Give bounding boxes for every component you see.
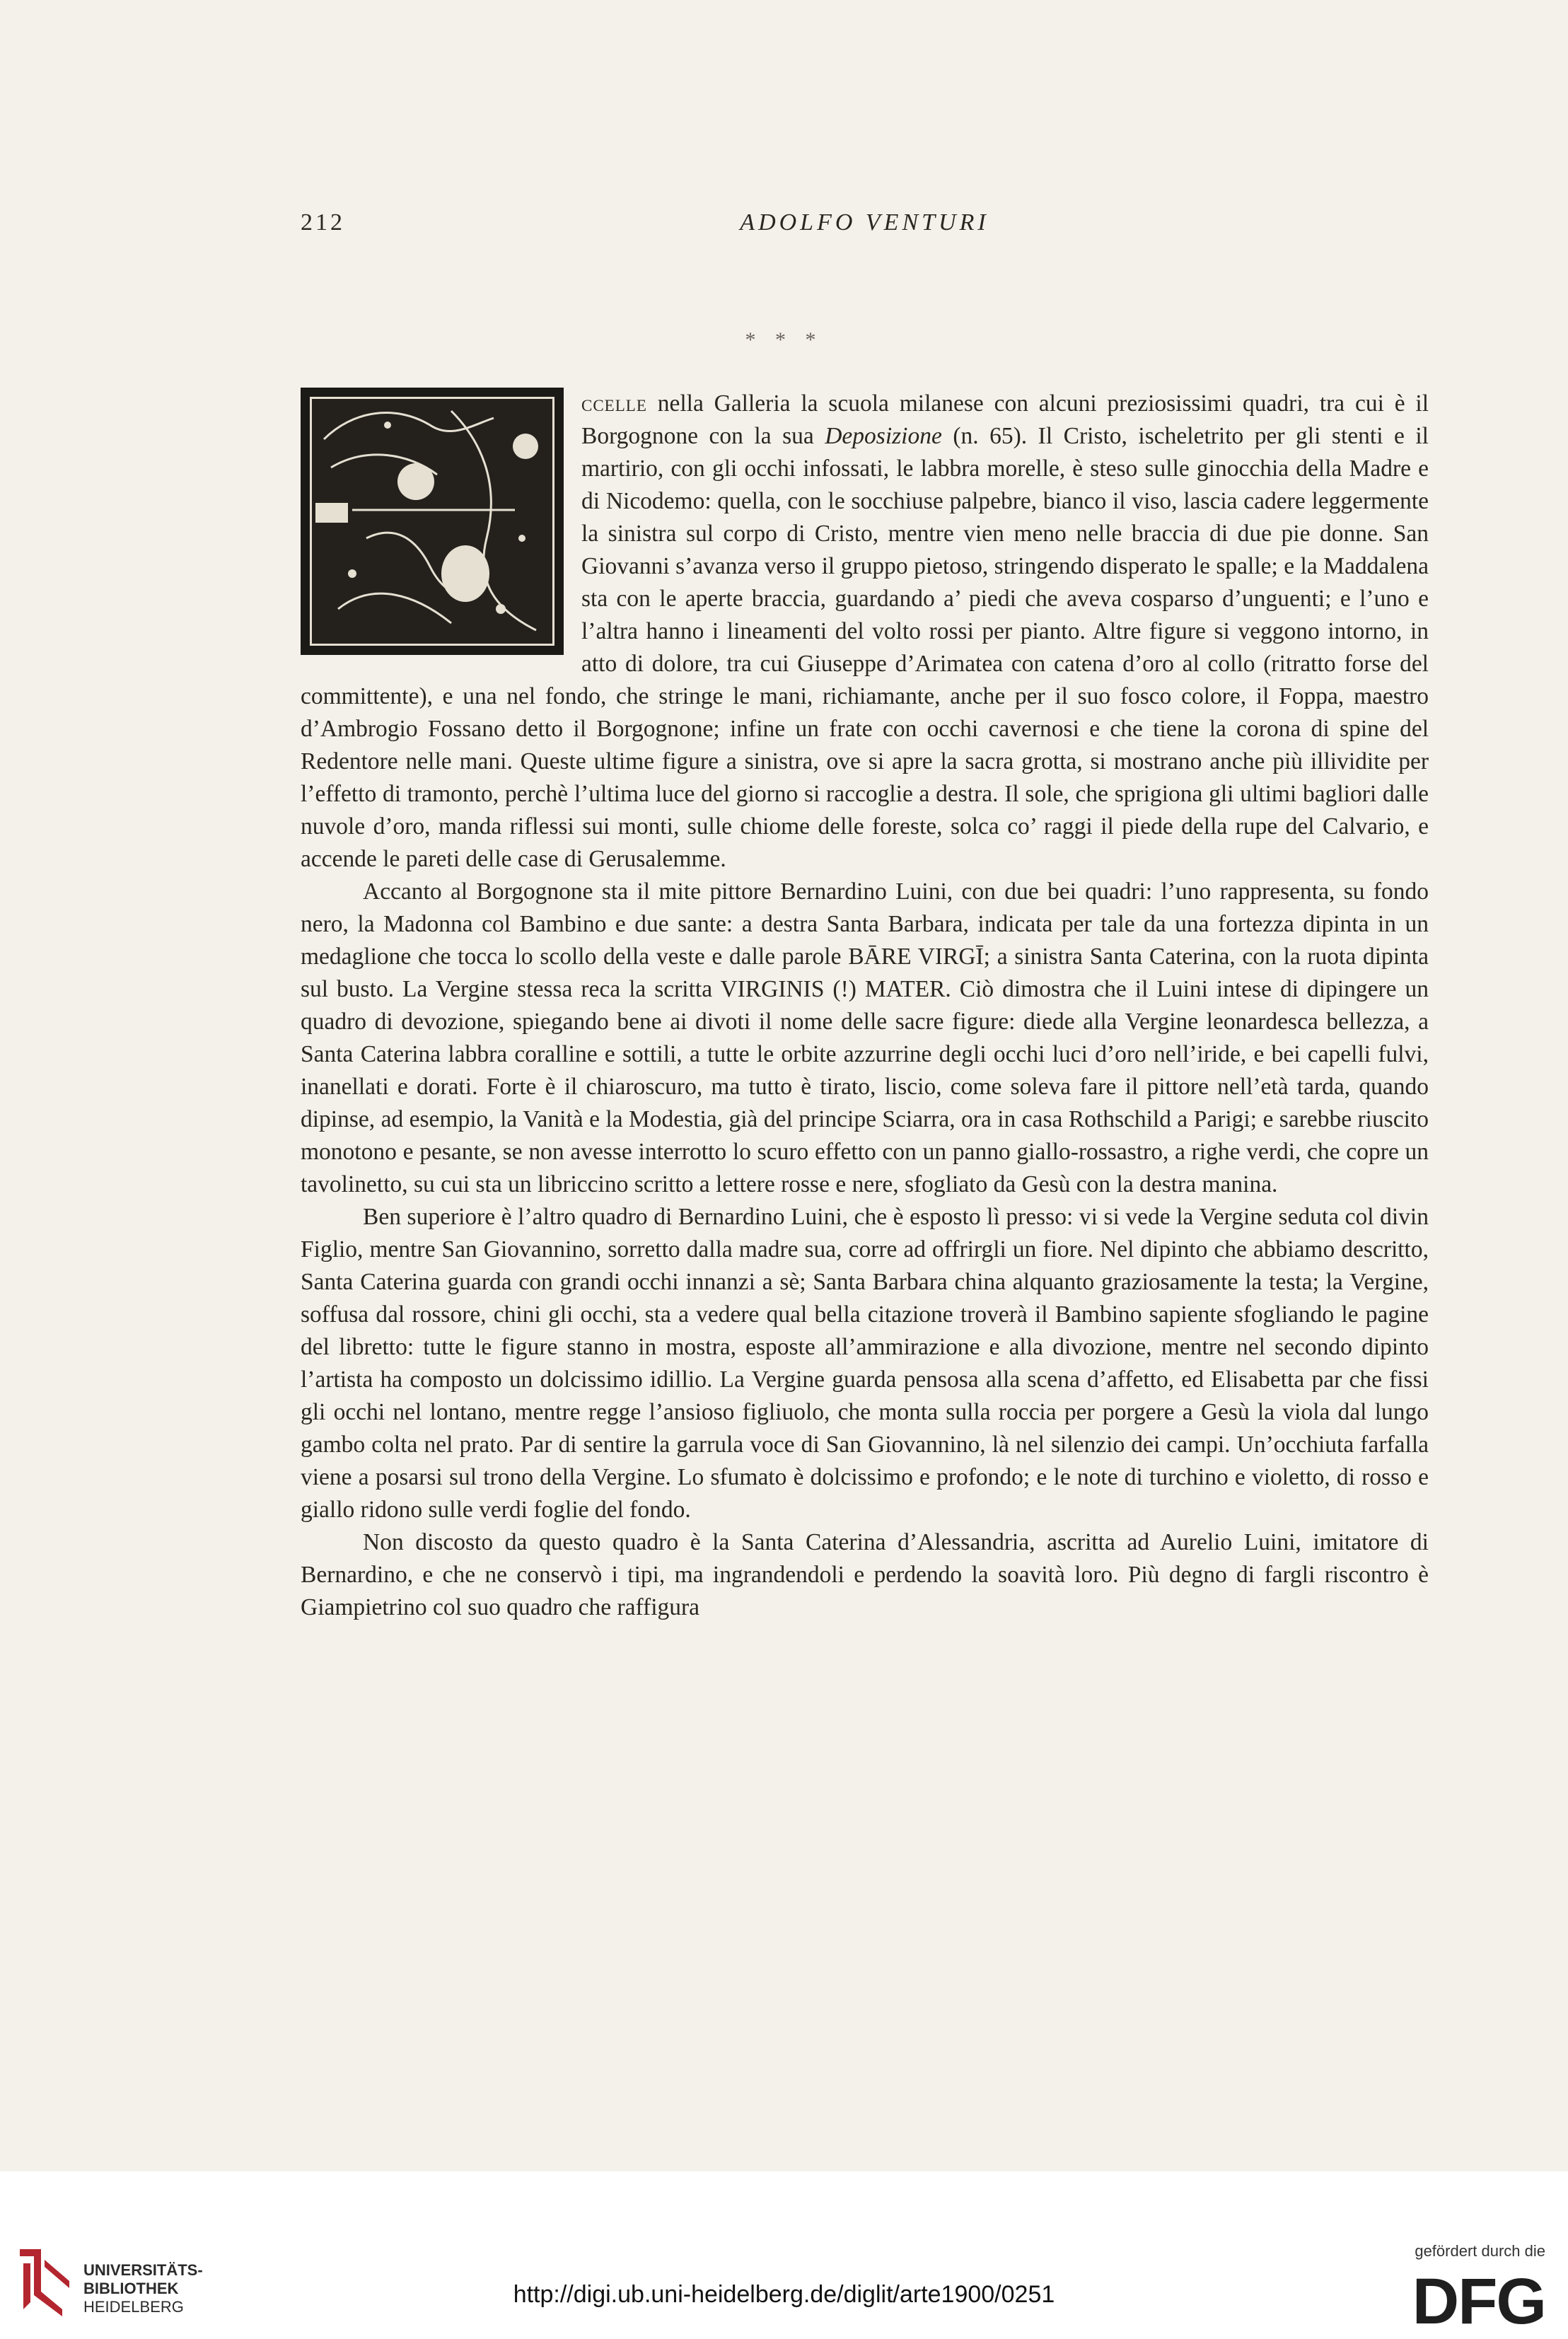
dropcap-continuation: ccelle bbox=[581, 390, 647, 417]
funding-label: gefördert durch die bbox=[1415, 2242, 1545, 2260]
viewer-footer bbox=[0, 2171, 1568, 2339]
library-name: UNIVERSITÄTS- BIBLIOTHEK HEIDELBERG bbox=[83, 2261, 203, 2316]
work-title: Deposizione bbox=[825, 423, 942, 449]
dfg-logo: DFG bbox=[1412, 2265, 1545, 2338]
paragraph-2: Accanto al Borgognone sta il mite pittore Bernardino Luini, con due bei quadri: l’uno rappresenta, su fondo nero, la Madonna col Bambino e due sante: a destra Santa Barbara, indicata per tale da una fortezza dipinta in un medaglione che tocca lo scollo della veste e dalle parole BĀRE VIRGĪ; a sinistra Santa Caterina, con la ruota dipinta sul busto. La Vergine stessa reca la scritta VIRGINIS (!) MATER. Ciò dimostra che il Luini intese di dipingere un quadro di devozione, spiegando bene ai divoti il nome delle sacre figure: diede alla Vergine leonardesca bellezza, a Santa Caterina labbra coralline e sottili, a tutte le orbite azzurrine degli occhi luci d’oro nell’iride, e bei capelli fulvi, inanellati e dorati. Forte è il chiaroscuro, ma tutto è tirato, liscio, come soleva fare il pittore nell’età tarda, quando dipinse, ad esempio, la Vanità e la Modestia, già del principe Sciarra, ora in casa Rothschild a Parigi; e sarebbe riuscito monotono e pesante, se non avesse interrotto lo scuro effetto con un panno giallo-rossastro, a righe verdi, che copre un tavolinetto, su cui sta un libriccino scritto a lettere rosse e nere, sfogliato da Gesù con la destra manina. bbox=[301, 878, 1429, 1197]
page-number: 212 bbox=[301, 209, 345, 236]
page-header: ADOLFO VENTURI bbox=[740, 209, 989, 236]
paragraph-3: Ben superiore è l’altro quadro di Bernardino Luini, che è esposto lì presso: vi si vede la Vergine seduta col divin Figlio, mentre San Giovannino, sorretto dalla madre sua, corre ad offrirgli un fiore. Nel dipinto che abbiamo descritto, Santa Caterina guarda con grandi occhi innanzi a sè; Santa Barbara china alquanto graziosamente la testa; la Vergine, soffusa dal rossore, chini gli occhi, sta a vedere qual bella citazione troverà il Bambino sapiente sfogliando le pagine del libretto: tutte le figure stanno in mostra, esposte all’ammirazione e alla divozione, mentre nel secondo dipinto l’artista ha composto un dolcissimo idillio. La Vergine guarda pensosa alla scena d’affetto, ed Elisabetta par che fissi gli occhi nel lontano, mentre regge l’ansioso figliuolo, che monta sulla roccia per porgere a Gesù la viola dal lungo gambo colta nel prato. Par di sentire la garrula voce di San Giovannino, là nel silenzio dei campi. Un’occhiuta farfalla viene a posarsi sul trono della Vergine. Lo sfumato è dolcissimo e profondo; e le note di turchino e violetto, di rosso e giallo ridono sulle verdi foglie del fondo. bbox=[301, 1204, 1429, 1523]
body-text bbox=[301, 388, 1429, 1624]
running-head bbox=[301, 209, 1429, 245]
permalink-url[interactable]: http://digi.ub.uni-heidelberg.de/diglit/arte1900/0251 bbox=[513, 2281, 1055, 2308]
paragraph-1: ccelle nella Galleria la scuola milanese con alcuni preziosissimi quadri, tra cui è il Borgognone con la sua Deposizione (n. 65). Il Cristo, ischeletrito per gli stenti e il martirio, con gli occhi infossati, le labbra morelle, è steso sulle ginocchia della Madre e di Nicodemo: quella, con le socchiuse palpebre, bianco il viso, lascia cadere leggermente la sinistra sul corpo di Cristo, mentre vien meno nelle braccia di due pie donne. San Giovanni s’avanza verso il gruppo pietoso, stringendo disperato le spalle; e la Maddalena sta con le aperte braccia, guardando a’ piedi che aveva cosparso d’unguenti; e l’uno e l’altra hanno i lineamenti del volto rossi per pianto. Altre figure si veggono intorno, in atto di dolore, tra cui Giuseppe d’Arimatea con catena d’oro al collo (ritratto forse del committente), e una nel fondo, che stringe le mani, richiamante, anche per il suo fosco colore, il Foppa, maestro d’Ambrogio Fossano detto il Borgognone; infine un frate con occhi cavernosi e che tiene la corona di spine del Redentore nelle mani. Queste ultime figure a sinistra, ove si apre la sacra grotta, si mostrano anche più illividite per l’effetto di tramonto, perchè l’ultima luce del giorno si raccoglie a destra. Il sole, che sprigiona gli ultimi bagliori dalle nuvole d’oro, manda riflessi sui monti, sulle chiome delle foreste, solca co’ raggi il piede della rupe del Calvario, e accende le pareti delle case di Gerusalemme. bbox=[301, 388, 1429, 876]
section-separator: * * * bbox=[745, 328, 823, 352]
ornament-illustration-icon bbox=[310, 397, 554, 646]
paragraph-4: Non discosto da questo quadro è la Santa Caterina d’Alessandria, ascritta ad Aurelio Luini, imitatore di Bernardino, e che ne conservò i tipi, ma ingrandendoli e perdendo la soavità loro. Più degno di fargli riscontro è Giampietrino col suo quadro che raffigura bbox=[301, 1529, 1429, 1620]
decorated-initial-e bbox=[301, 388, 564, 655]
